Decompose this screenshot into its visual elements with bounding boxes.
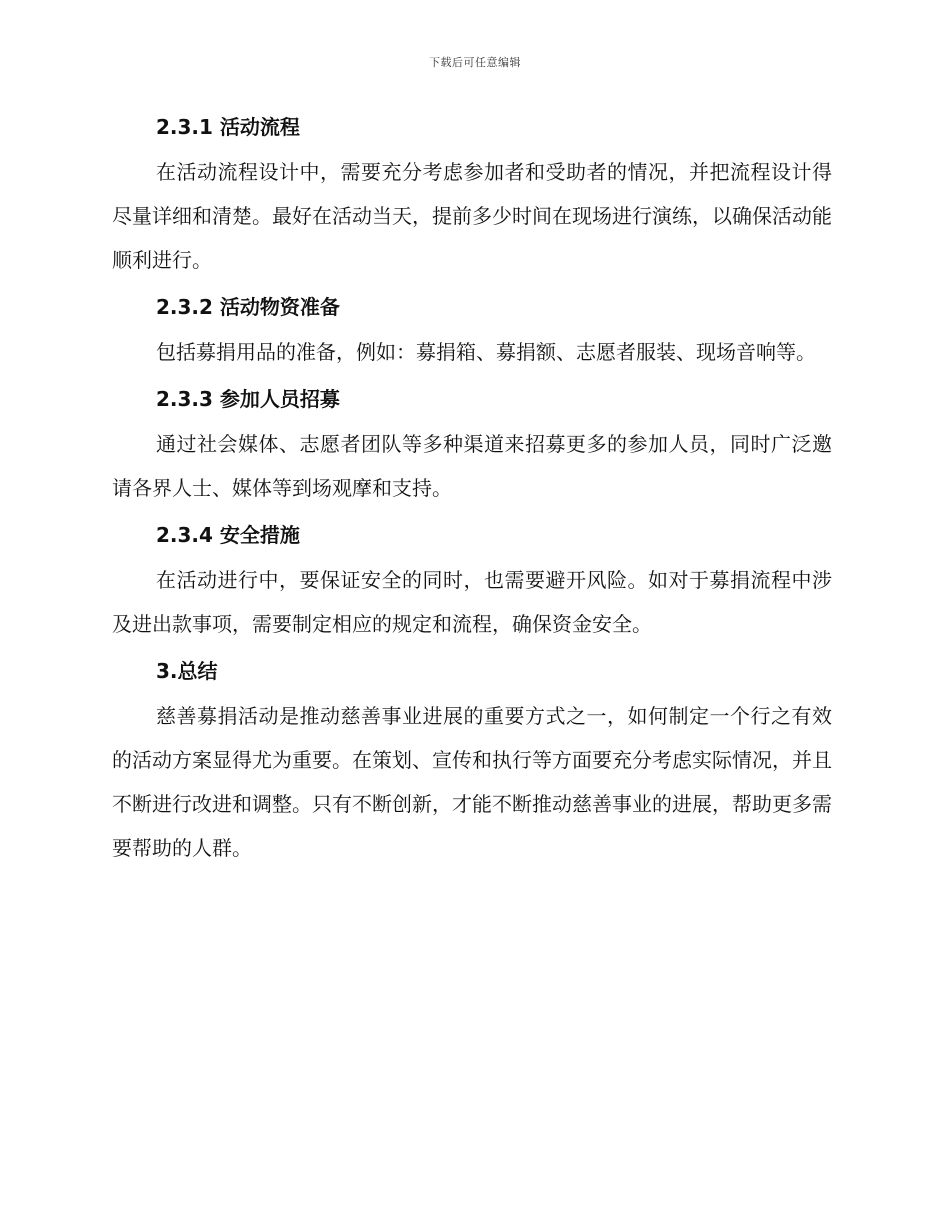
section-paragraph: 包括募捐用品的准备，例如：募捐箱、募捐额、志愿者服装、现场音响等。 bbox=[156, 340, 816, 364]
section-paragraph: 通过社会媒体、志愿者团队等多种渠道来招募更多的参加人员，同时广泛邀请各界人士、媒体等到场观摩和支持。 bbox=[112, 432, 832, 500]
section-summary bbox=[112, 656, 832, 870]
header-note: 下载后可任意编辑 bbox=[429, 56, 521, 69]
section-heading: 2.3.3 参加人员招募 bbox=[156, 387, 340, 411]
section-heading: 2.3.4 安全措施 bbox=[156, 523, 300, 547]
section-recruitment bbox=[112, 384, 832, 520]
section-paragraph: 慈善募捐活动是推动慈善事业进展的重要方式之一，如何制定一个行之有效的活动方案显得尤为重要。在策划、宣传和执行等方面要充分考虑实际情况，并且不断进行改进和调整。只有不断创新，才能不断推动慈善事业的进展，帮助更多需要帮助的人群。 bbox=[112, 704, 832, 860]
section-heading: 2.3.1 活动流程 bbox=[156, 115, 300, 139]
section-activity-flow bbox=[112, 112, 832, 292]
section-materials bbox=[112, 292, 832, 384]
section-heading: 3.总结 bbox=[156, 659, 218, 683]
document-body bbox=[112, 112, 832, 870]
section-paragraph: 在活动流程设计中，需要充分考虑参加者和受助者的情况，并把流程设计得尽量详细和清楚。最好在活动当天，提前多少时间在现场进行演练，以确保活动能顺利进行。 bbox=[112, 160, 832, 272]
section-heading: 2.3.2 活动物资准备 bbox=[156, 295, 340, 319]
section-safety bbox=[112, 520, 832, 656]
section-paragraph: 在活动进行中，要保证安全的同时，也需要避开风险。如对于募捐流程中涉及进出款事项，需要制定相应的规定和流程，确保资金安全。 bbox=[112, 568, 832, 636]
